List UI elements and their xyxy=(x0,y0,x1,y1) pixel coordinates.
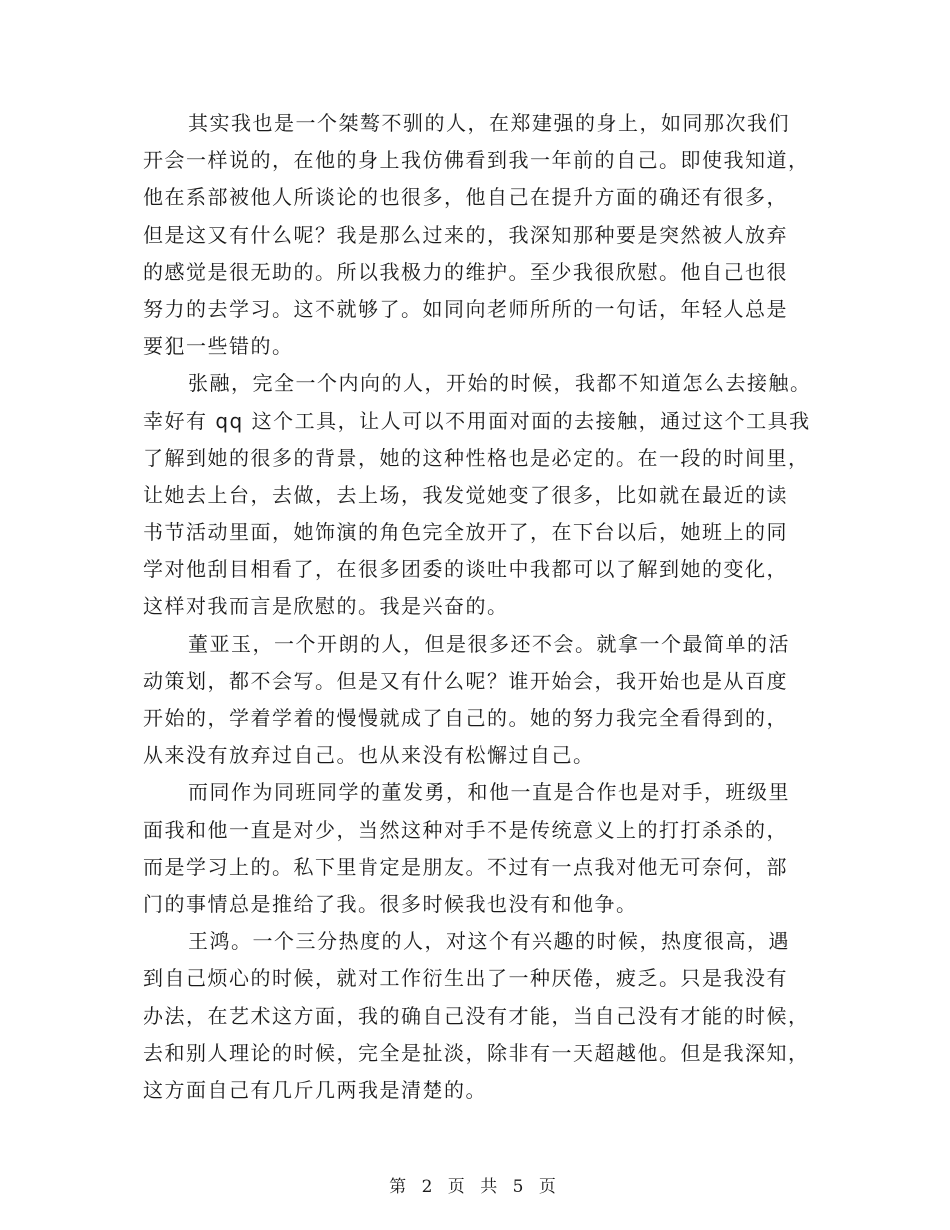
paragraph-line: 开会一样说的，在他的身上我仿佛看到我一年前的自己。即使我知道， xyxy=(143,148,810,173)
page-footer: 第 2 页 共 5 页 xyxy=(389,1177,561,1197)
paragraph-first-line: 张融，完全一个内向的人，开始的时候，我都不知道怎么去接触。 xyxy=(188,371,812,396)
paragraph-line: 面我和他一直是对少，当然这种对手不是传统意义上的打打杀杀的， xyxy=(143,817,788,842)
paragraph-line: 门的事情总是推给了我。很多时候我也没有和他争。 xyxy=(143,891,638,916)
paragraph-line: 这样对我而言是欣慰的。我是兴奋的。 xyxy=(143,594,509,619)
paragraph-line: 去和别人理论的时候，完全是扯淡，除非有一天超越他。但是我深知， xyxy=(143,1040,810,1065)
paragraph-line: 从来没有放弃过自己。也从来没有松懈过自己。 xyxy=(143,743,595,768)
paragraph-line: 动策划，都不会写。但是又有什么呢？谁开始会，我开始也是从百度 xyxy=(143,668,788,693)
paragraph-line: 开始的，学着学着的慢慢就成了自己的。她的努力我完全看得到的， xyxy=(143,706,788,730)
paragraph-line: 学对他刮目相看了，在很多团委的谈吐中我都可以了解到她的变化， xyxy=(143,557,788,582)
paragraph-line: 这方面自己有几斤几两我是清楚的。 xyxy=(143,1077,487,1102)
paragraph-first-line: 其实我也是一个桀骜不驯的人，在郑建强的身上，如同那次我们 xyxy=(188,111,790,135)
paragraph-line: 但是这又有什么呢？我是那么过来的，我深知那种要是突然被人放弃 xyxy=(143,222,788,247)
paragraph-line: 幸好有 qq 这个工具，让人可以不用面对面的去接触，通过这个工具我 xyxy=(143,408,811,433)
paragraph-line: 办法，在艺术这方面，我的确自己没有才能，当自己没有才能的时候， xyxy=(143,1003,810,1028)
paragraph-line: 而是学习上的。私下里肯定是朋友。不过有一点我对他无可奈何，部 xyxy=(143,854,788,879)
paragraph-line: 让她去上台，去做，去上场，我发觉她变了很多，比如就在最近的读 xyxy=(143,482,788,507)
paragraph-line: 他在系部被他人所谈论的也很多，他自己在提升方面的确还有很多， xyxy=(143,185,788,210)
paragraph-line: 的感觉是很无助的。所以我极力的维护。至少我很欣慰。他自己也很 xyxy=(143,259,788,284)
paragraph-first-line: 董亚玉，一个开朗的人，但是很多还不会。就拿一个最简单的活 xyxy=(188,631,790,656)
paragraph-line: 了解到她的很多的背景，她的这种性格也是必定的。在一段的时间里， xyxy=(143,445,810,470)
paragraph-line: 努力的去学习。这不就够了。如同向老师所所的一句话，年轻人总是 xyxy=(143,296,788,321)
paragraph-line: 要犯一些错的。 xyxy=(143,334,294,359)
paragraph-line: 书节活动里面，她饰演的角色完全放开了，在下台以后，她班上的同 xyxy=(143,520,788,545)
paragraph-line: 到自己烦心的时候，就对工作衍生出了一种厌倦，疲乏。只是我没有 xyxy=(143,966,788,991)
paragraph-first-line: 而同作为同班同学的董发勇，和他一直是合作也是对手，班级里 xyxy=(188,780,790,805)
document-body xyxy=(143,105,812,1109)
paragraph-first-line: 王鸿。一个三分热度的人，对这个有兴趣的时候，热度很高，遇 xyxy=(188,929,790,954)
